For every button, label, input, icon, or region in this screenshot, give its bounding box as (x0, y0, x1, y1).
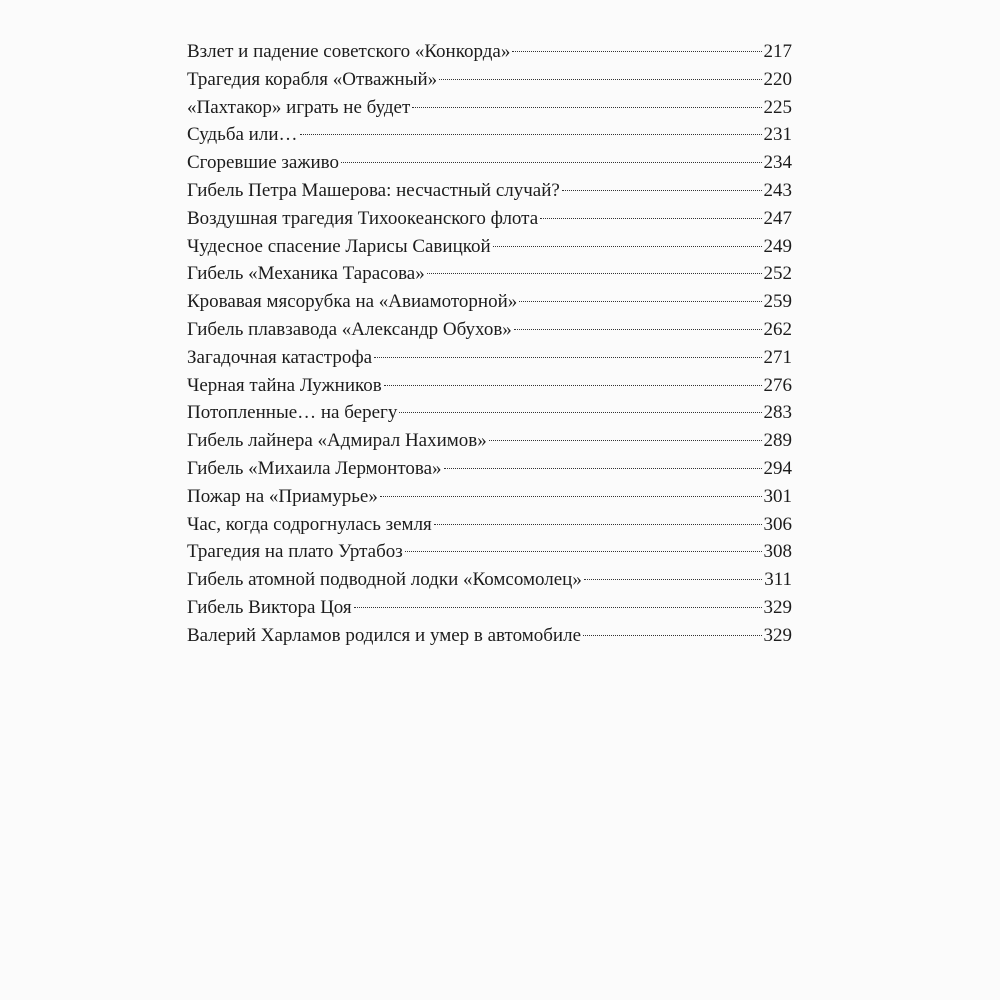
toc-entry (187, 149, 792, 177)
toc-entry-title: Судьба или… (187, 124, 298, 146)
dot-leader (489, 440, 762, 441)
toc-entry-page: 289 (763, 430, 792, 452)
toc-entry-title: Гибель лайнера «Адмирал Нахимов» (187, 430, 487, 452)
dot-leader (512, 51, 761, 52)
toc-entry (187, 566, 792, 594)
toc-entry (187, 38, 792, 66)
toc-entry-title: Сгоревшие заживо (187, 152, 339, 174)
toc-entry-page: 249 (763, 235, 792, 257)
dot-leader (583, 635, 761, 636)
toc-entry (187, 177, 792, 205)
toc-entry-page: 243 (763, 179, 792, 201)
toc-entry-title: Взлет и падение советского «Конкорда» (187, 41, 511, 62)
toc-entry (187, 288, 792, 316)
dot-leader (434, 524, 762, 525)
table-of-contents (187, 38, 792, 650)
dot-leader (519, 301, 761, 302)
toc-entry (187, 511, 792, 539)
toc-entry-page: 308 (763, 541, 792, 563)
toc-entry-title: Потопленные… на берегу (187, 402, 398, 424)
dot-leader (380, 496, 762, 497)
dot-leader (374, 357, 761, 358)
toc-entry-page: 252 (763, 263, 792, 285)
toc-entry-page: 217 (763, 41, 792, 62)
toc-entry-page: 306 (763, 513, 792, 535)
toc-entry-page: 225 (763, 96, 792, 118)
toc-entry-title: Кровавая мясорубка на «Авиамоторной» (187, 291, 518, 313)
toc-entry (187, 205, 792, 233)
toc-entry-title: Час, когда содрогнулась земля (187, 513, 432, 535)
dot-leader (341, 162, 762, 163)
dot-leader (514, 329, 762, 330)
dot-leader (584, 579, 762, 580)
toc-entry-page: 311 (764, 569, 792, 591)
toc-entry (187, 94, 792, 122)
toc-entry-title: Черная тайна Лужников (187, 374, 382, 396)
toc-entry-title: Гибель атомной подводной лодки «Комсомолец» (187, 569, 582, 591)
toc-entry (187, 427, 792, 455)
toc-entry-title: Чудесное спасение Ларисы Савицкой (187, 235, 491, 257)
toc-entry-title: Валерий Харламов родился и умер в автомобиле (187, 624, 582, 646)
toc-entry-page: 259 (763, 291, 792, 313)
toc-entry-title: Гибель «Михаила Лермонтова» (187, 457, 442, 479)
toc-entry-title: Трагедия корабля «Отважный» (187, 68, 438, 90)
toc-entry-title: Гибель плавзавода «Александр Обухов» (187, 318, 512, 340)
dot-leader (427, 273, 762, 274)
toc-entry (187, 594, 792, 622)
toc-entry (187, 455, 792, 483)
dot-leader (384, 385, 762, 386)
toc-entry-page: 301 (763, 485, 792, 507)
toc-entry-title: Гибель Петра Машерова: несчастный случай? (187, 179, 560, 201)
toc-entry-page: 220 (763, 68, 792, 90)
toc-entry-title: Пожар на «Приамурье» (187, 485, 378, 507)
dot-leader (300, 134, 762, 135)
toc-entry (187, 622, 792, 650)
toc-entry (187, 399, 792, 427)
toc-entry-page: 234 (763, 152, 792, 174)
dot-leader (412, 107, 761, 108)
toc-entry-page: 329 (763, 624, 792, 646)
toc-entry-title: Загадочная катастрофа (187, 346, 373, 368)
dot-leader (444, 468, 762, 469)
toc-entry-page: 329 (763, 596, 792, 618)
dot-leader (405, 551, 762, 552)
toc-entry (187, 316, 792, 344)
toc-entry (187, 233, 792, 261)
toc-entry (187, 121, 792, 149)
toc-entry-title: Воздушная трагедия Тихоокеанского флота (187, 207, 539, 229)
toc-entry-page: 247 (763, 207, 792, 229)
toc-entry-title: Гибель «Механика Тарасова» (187, 263, 425, 285)
toc-entry-page: 283 (763, 402, 792, 424)
toc-entry (187, 483, 792, 511)
toc-entry (187, 344, 792, 372)
dot-leader (354, 607, 762, 608)
toc-entry-page: 231 (763, 124, 792, 146)
toc-entry (187, 66, 792, 94)
dot-leader (562, 190, 762, 191)
toc-entry (187, 538, 792, 566)
toc-entry-page: 262 (763, 318, 792, 340)
dot-leader (439, 79, 761, 80)
dot-leader (493, 246, 762, 247)
dot-leader (540, 218, 761, 219)
toc-entry-page: 294 (763, 457, 792, 479)
dot-leader (399, 412, 761, 413)
toc-entry-page: 271 (763, 346, 792, 368)
toc-entry-title: Трагедия на плато Уртабоз (187, 541, 403, 563)
toc-entry-page: 276 (763, 374, 792, 396)
toc-entry-title: «Пахтакор» играть не будет (187, 96, 411, 118)
toc-entry-title: Гибель Виктора Цоя (187, 596, 352, 618)
toc-entry (187, 372, 792, 400)
toc-entry (187, 260, 792, 288)
